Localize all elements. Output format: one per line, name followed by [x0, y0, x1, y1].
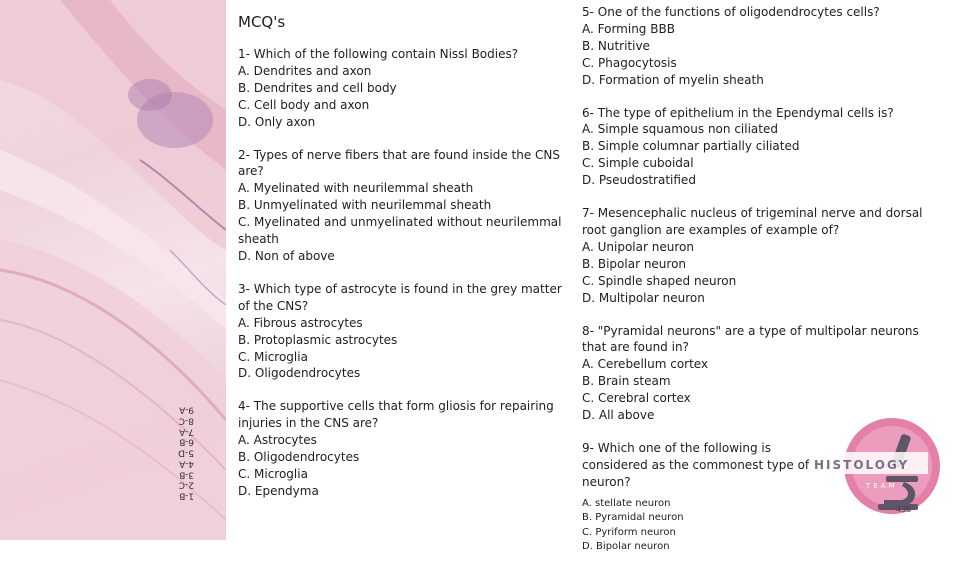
answer-key-item: 7-A	[179, 426, 194, 437]
page-title: MCQ's	[238, 13, 286, 31]
answer-option: A. Astrocytes	[238, 433, 317, 448]
answer-option: D. Formation of myelin sheath	[582, 72, 764, 87]
question-block	[582, 323, 927, 424]
answer-option: C. Phagocytosis	[582, 55, 677, 70]
answer-option: D. Only axon	[238, 114, 316, 129]
answer-option: A. Forming BBB	[582, 21, 675, 36]
answer-option: B. Brain steam	[582, 374, 671, 389]
answer-option: B. Oligodendrocytes	[238, 450, 360, 465]
answer-option: A. Unipolar neuron	[582, 239, 694, 254]
answer-option: C. Cerebral cortex	[582, 391, 691, 406]
answer-option: B. Nutritive	[582, 38, 650, 53]
answer-option: A. Cerebellum cortex	[582, 357, 709, 372]
answer-option: C. Microglia	[238, 349, 308, 364]
histology-team-logo	[808, 412, 940, 520]
answer-option: D. Multipolar neuron	[582, 290, 705, 305]
question-block	[582, 205, 927, 306]
answer-key-item: 1-B	[179, 490, 194, 501]
answer-key-item: 3-B	[179, 468, 194, 479]
answer-option: C. Pyriform neuron	[582, 526, 676, 538]
question-text: 2- Types of nerve fibers that are found inside the CNS are?	[238, 147, 561, 179]
answer-option: D. All above	[582, 408, 655, 423]
answer-option: D. Non of above	[238, 248, 335, 263]
answer-option: A. Simple squamous non ciliated	[582, 122, 778, 137]
answer-key-item: 8-C	[178, 415, 194, 426]
answer-option: A. Fibrous astrocytes	[238, 315, 363, 330]
histology-slide-image	[0, 0, 226, 540]
logo-number: 436	[896, 505, 912, 514]
question-text: 6- The type of epithelium in the Ependymal cells is?	[582, 105, 894, 120]
answer-key	[178, 404, 194, 500]
answer-option: D. Bipolar neuron	[582, 541, 670, 553]
answer-option: D. Pseudostratified	[582, 173, 696, 188]
answer-option: B. Pyramidal neuron	[582, 512, 684, 524]
question-block	[238, 46, 574, 131]
answer-option: D. Ependyma	[238, 483, 319, 498]
question-block	[238, 281, 574, 382]
question-text: 4- The supportive cells that form gliosis for repairing injuries in the CNS are?	[238, 399, 554, 431]
answer-option: B. Bipolar neuron	[582, 256, 687, 271]
answer-option: A. stellate neuron	[582, 497, 671, 509]
left-question-column	[238, 12, 574, 516]
logo-title: HISTOLOGY	[814, 458, 910, 472]
question-text: 7- Mesencephalic nucleus of trigeminal nerve and dorsal root ganglion are examples of example of?	[582, 206, 923, 237]
answer-option: B. Protoplasmic astrocytes	[238, 332, 398, 347]
answer-option: A. Myelinated with neurilemmal sheath	[238, 181, 474, 196]
answer-option: C. Cell body and axon	[238, 97, 370, 112]
answer-key-item: 2-C	[178, 479, 194, 490]
question-text: 1- Which of the following contain Nissl Bodies?	[238, 47, 519, 61]
answer-key-item: 4-A	[179, 458, 194, 469]
answer-option: B. Simple columnar partially ciliated	[582, 139, 800, 154]
answer-key-item: 5-D	[178, 447, 194, 458]
answer-option: D. Oligodendrocytes	[238, 366, 361, 381]
question-block	[238, 398, 574, 499]
answer-option: B. Unmyelinated with neurilemmal sheath	[238, 198, 492, 213]
question-block	[582, 105, 927, 190]
logo-subtitle: TEAM	[866, 482, 898, 490]
answer-option: A. Dendrites and axon	[238, 63, 372, 78]
answer-key-item: 9-A	[179, 404, 194, 415]
question-text: 8- "Pyramidal neurons" are a type of multipolar neurons that are found in?	[582, 323, 919, 355]
answer-option: B. Dendrites and cell body	[238, 80, 397, 95]
answer-option: C. Microglia	[238, 466, 308, 481]
answer-option: C. Myelinated and unmyelinated without neurilemmal sheath	[238, 215, 562, 247]
question-text: 9- Which one of the following is considered as the commonest type of neuron?	[582, 440, 810, 489]
question-text: 5- One of the functions of oligodendrocytes cells?	[582, 5, 880, 19]
answer-key-item: 6-B	[179, 436, 194, 447]
answer-option: C. Simple cuboidal	[582, 156, 694, 171]
answer-option: C. Spindle shaped neuron	[582, 273, 737, 288]
question-text: 3- Which type of astrocyte is found in the grey matter of the CNS?	[238, 281, 562, 313]
question-block	[238, 147, 574, 265]
question-block	[582, 4, 927, 89]
